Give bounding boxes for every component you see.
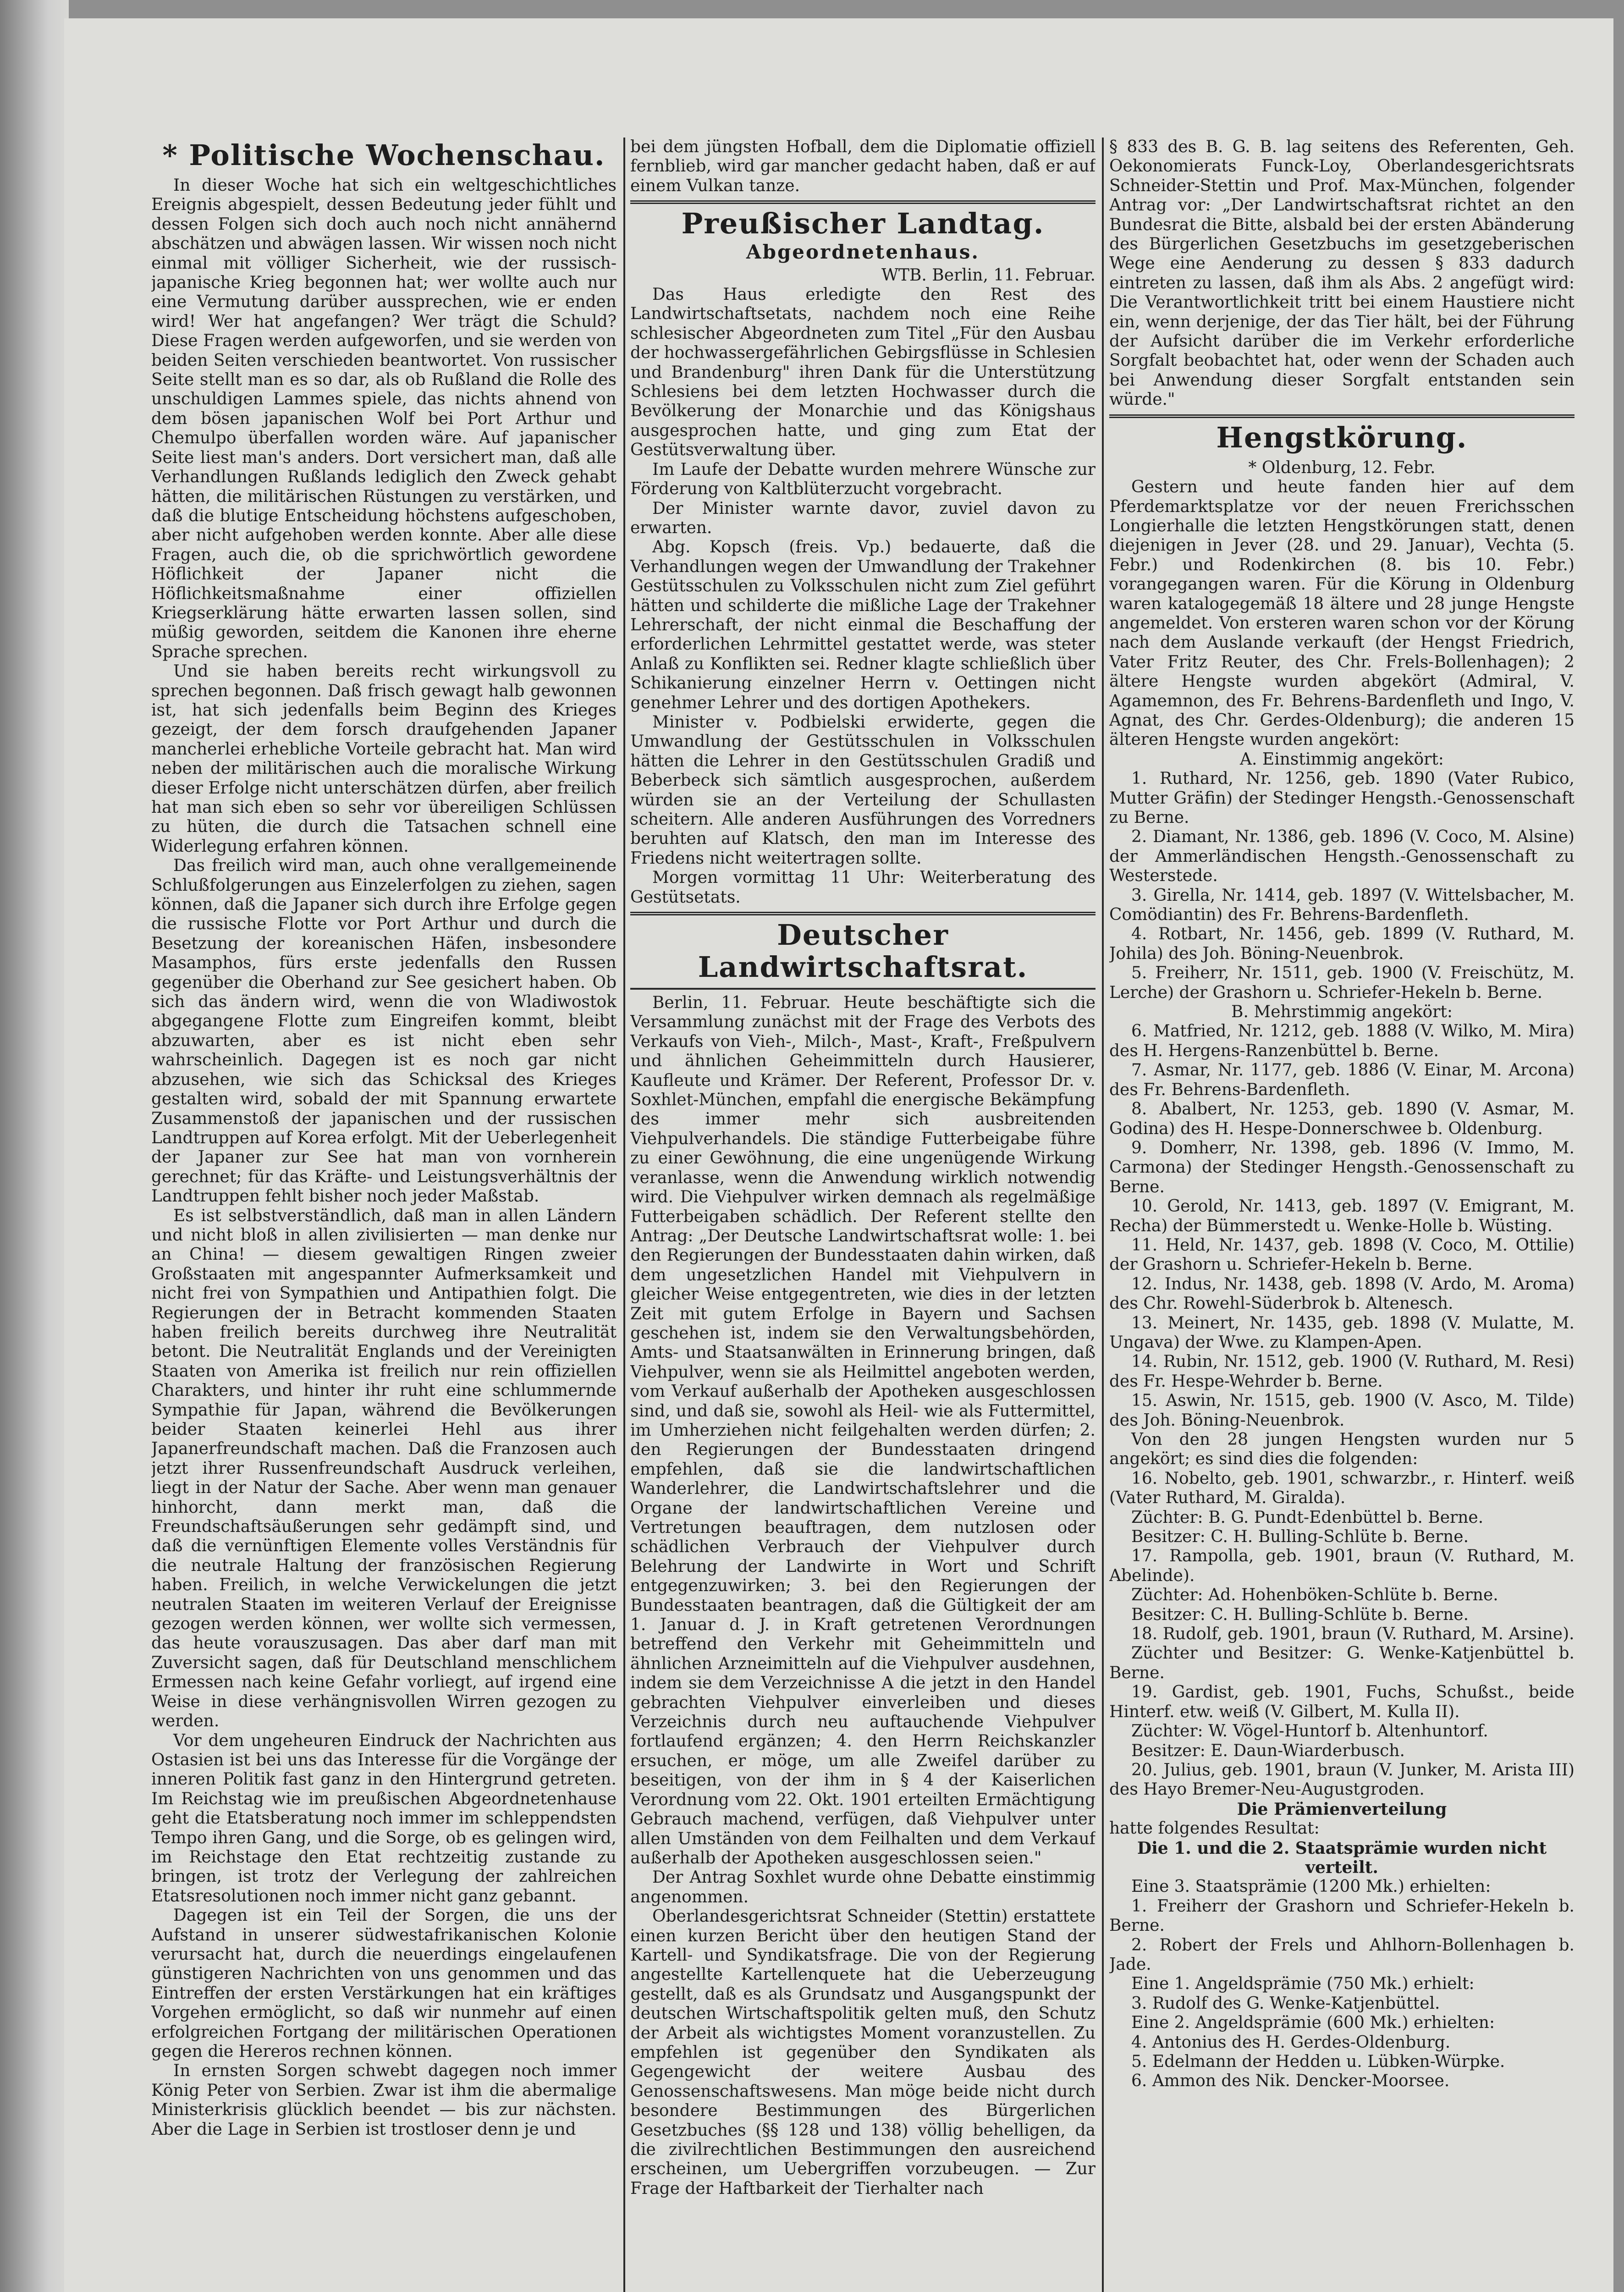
paragraph: Das freilich wird man, auch ohne verallgemeinende Schlußfolgerungen aus Einzelerfolgen zu ziehen, sagen können, daß die Japaner sich durch ihre Erfolge gegen die russische Flotte vor Port Arthur und durch die Besetzung der koreanischen Häfen, insbesondere Masamphos, fürs erste jedenfalls den Russen gegenüber die Oberhand zur See gesichert haben. Ob sich das ändern wird, wenn die von Wladiwostok abgegangene Flotte zum Eingreifen kommt, bleibt abzuwarten, aber es ist nicht eben sehr wahrscheinlich. Dagegen ist es noch gar nicht abzusehen, wie sich das Schicksal des Krieges gestalten wird, sobald der mit Spannung erwartete Zusammenstoß der japanischen und der russischen Landtruppen auf Korea erfolgt. Mit der Ueberlegenheit der Japaner zur See hat man von vornherein gerechnet; für das Kräfte- und Leistungsverhältnis der Landtruppen fehlt bisher noch jeder Maßstab. [151,856,617,1206]
list-item: Eine 1. Angeldsprämie (750 Mk.) erhielt: [1131,1974,1475,1994]
list-item: 1. Ruthard, Nr. 1256, geb. 1890 (Vater Rubico, Mutter Gräfin) der Stedinger Hengsth.-Genossenschaft zu Berne. [1109,769,1574,827]
list-item: 20. Julius, geb. 1901, braun (V. Junker, M. Arista III) des Hayo Bremer-Neu-Augustgroden. [1109,1760,1574,1799]
paragraph: Vor dem ungeheuren Eindruck der Nachrichten aus Ostasien ist bei uns das Interesse für die Vorgänge der inneren Politik fast ganz in den Hintergrund getreten. Im Reichstag wie im preußischen Abgeordnetenhause geht die Etatsberatung noch immer im schleppendsten Tempo ihren Gang, und die Sorge, ob es gelingen wird, im Reichstage den Etat rechtzeitig zustande zu bringen, ist trotz der Verlegung der zahlreichen Etatsresolutionen noch immer nicht ganz gebannt. [151,1731,617,1906]
list-item: 2. Robert der Frels und Ahlhorn-Bollenhagen b. Jade. [1109,1935,1574,1974]
paragraph: In dieser Woche hat sich ein weltgeschichtliches Ereignis abgespielt, dessen Bedeutung jeder fühlt und dessen Folgen sich doch auch noch nicht annähernd abschätzen und abwägen lassen. Wir wissen noch nicht einmal mit völliger Sicherheit, wie der russisch-japanische Krieg begonnen hat; wer wollte auch nur eine Vermutung darüber aussprechen, wie er enden wird! Wer hat angefangen? Wer trägt die Schuld? Diese Fragen werden aufgeworfen, und sie werden von beiden Seiten verschieden beantwortet. Von russischer Seite stellt man es so dar, als ob Rußland die Rolle des unschuldigen Lammes spiele, das nichts ahnend von dem bösen japanischen Wolf bei Port Arthur und Chemulpo überfallen worden wäre. Auf japanischer Seite liest man's anders. Dort versichert man, daß alle Verhandlungen Rußlands lediglich den Zweck gehabt hätten, die militärischen Rüstungen zu verstärken, und daß die blutige Entscheidung höchstens aufgeschoben, aber nicht aufgehoben werden konnte. Aber alle diese Fragen, auch die, ob die sprichwörtlich gewordene Höflichkeit der Japaner nicht die Höflichkeitsmaßnahme einer offiziellen Kriegserklärung hätte erwarten lassen sollen, sind müßig geworden, seitdem die Kanonen ihre eherne Sprache sprechen. [151,176,617,661]
dateline: * Oldenburg, 12. Febr. [1248,458,1436,477]
paragraph: Gestern und heute fanden hier auf dem Pferdemarktsplatze vor der neuen Frerichsschen Longierhalle die letzten Hengstkörungen statt, denen diejenigen in Jever (28. und 29. Januar), Vechta (5. Febr.) und Rodenkirchen (8. bis 10. Febr.) vorangegangen waren. Für die Körung in Oldenburg waren katalogegemäß 18 ältere und 28 junge Hengste angemeldet. Von ersteren waren schon vor der Körung nach dem Auslande verkauft (der Hengst Friedrich, Vater Fritz Reuter, des Chr. Frels-Bollenhagen); 2 ältere Hengste wurden abgekört (Admiral, V. Agamemnon, des Fr. Behrens-Bardenfleth und Ingo, V. Agnat, des Chr. Gerdes-Oldenburg); die anderen 15 älteren Hengste wurden angekört: [1109,478,1574,749]
list-item: Eine 2. Angeldsprämie (600 Mk.) erhielten: [1131,2013,1495,2033]
section-divider [630,988,1096,990]
list-item: 10. Gerold, Nr. 1413, geb. 1897 (V. Emigrant, M. Recha) der Bümmerstedt u. Wenke-Holle b. Wüsting. [1109,1197,1574,1235]
list-item: 6. Ammon des Nik. Dencker-Moorsee. [1131,2072,1450,2091]
list-item: 5. Freiherr, Nr. 1511, geb. 1900 (V. Freischütz, M. Lerche) der Grashorn u. Schriefer-Hekeln b. Berne. [1109,964,1574,1002]
list-item: 3. Rudolf des G. Wenke-Katjenbüttel. [1131,1994,1440,2013]
list-item: 1. Freiherr der Grashorn und Schriefer-Hekeln b. Berne. [1109,1896,1574,1935]
section-divider [1109,414,1574,418]
paragraph: Das Haus erledigte den Rest des Landwirtschaftsetats, nachdem noch eine Reihe schlesischer Abgeordneten zum Titel „Für den Ausbau der hochwassergefährlichen Gebirgsflüsse in Schlesien und Brandenburg" ihren Dank für die Unterstützung Schlesiens bei dem letzten Hochwasser durch die Bevölkerung der Monarchie und das Königshaus ausgesprochen hatte, und ging zum Etat der Gestütsverwaltung über. [630,285,1096,460]
list-item: 9. Domherr, Nr. 1398, geb. 1896 (V. Immo, M. Carmona) der Stedinger Hengsth.-Genossenschaft zu Berne. [1109,1138,1574,1196]
paragraph: hatte folgendes Resultat: [1109,1819,1320,1838]
dateline: WTB. Berlin, 11. Februar. [881,265,1096,285]
list-item: Besitzer: C. H. Bulling-Schlüte b. Berne. [1131,1605,1469,1624]
list-item: 11. Held, Nr. 1437, geb. 1898 (V. Coco, M. Ottilie) der Grashorn u. Schriefer-Hekeln b. Berne. [1109,1235,1574,1274]
list-item: 8. Abalbert, Nr. 1253, geb. 1890 (V. Asmar, M. Godina) des H. Hespe-Donnerschwee b. Oldenburg. [1109,1100,1574,1138]
article-title-hengstkoerung: Hengstkörung. [1216,420,1468,454]
list-item: 5. Edelmann der Hedden u. Lübken-Würpke. [1131,2052,1505,2071]
list-item: 12. Indus, Nr. 1438, geb. 1898 (V. Ardo, M. Aroma) des Chr. Rowehl-Süderbrok b. Altenesch. [1109,1274,1574,1313]
paragraph: Von den 28 jungen Hengsten wurden nur 5 angekört; es sind dies die folgenden: [1109,1430,1574,1469]
list-c [1109,1469,1574,1800]
paragraph: Berlin, 11. Februar. Heute beschäftigte sich die Versammlung zunächst mit der Frage des Verbots des Verkaufs von Vieh-, Milch-, Mast-, Kraft-, Freßpulvern und ähnlichen Geheimmitteln durch Hausierer, Kaufleute und Krämer. Der Referent, Professor Dr. v. Soxhlet-München, empfahl die energische Bekämpfung des immer mehr sich ausbreitenden Viehpulverhandels. Die ständige Futterbeigabe führe zu einer Gewöhnung, die eine ungenügende Wirkung veranlasse, wenn die Anwendung wirklich notwendig wird. Die Viehpulver wirken demnach als regelmäßige Futterbeigaben schädlich. Der Referent stellte den Antrag: „Der Deutsche Landwirtschaftsrat wolle: 1. bei den Regierungen der Bundesstaaten dahin wirken, daß dem ungesetzlichen Handel mit Viehpulvern in gleicher Weise entgegentreten, wie dies in der letzten Zeit mit gutem Erfolge in Bayern und Sachsen geschehen ist, indem sie den Verwaltungsbehörden, Amts- und Staatsanwälten in Erinnerung bringen, daß Viehpulver, wenn sie als Heilmittel angeboten werden, vom Verkauf außerhalb der Apotheken ausgeschlossen sind, und daß sie, sowohl als Heil- wie als Futtermittel, im Umherziehen nicht feilgehalten werden dürfen; 2. den Regierungen der Bundesstaaten dringend empfehlen, daß sie die landwirtschaftlichen Wanderlehrer, die Landwirtschaftslehrer und die Organe der landwirtschaftlichen Vereine und Vertretungen beauftragen, dem nutzlosen oder schädlichen Verbrauch der Viehpulver durch Belehrung der Landwirte in Wort und Schrift entgegenzuwirken; 3. bei den Regierungen der Bundesstaaten beantragen, daß die Gültigkeit der am 1. Januar d. J. in Kraft getretenen Verordnungen betreffend den Verkehr mit Geheimmitteln und ähnlichen Arzneimitteln auf die Viehpulver ausdehnen, indem sie dem Verzeichnisse A die jetzt in den Handel gebrachten Viehpulver einverleiben und dieses Verzeichnis durch neu auftauchende Viehpulver fortlaufend ergänzen; 4. den Herrn Reichskanzler ersuchen, er möge, um alle Zweifel darüber zu beseitigen, von der ihm in § 4 der Kaiserlichen Verordnung vom 22. Okt. 1901 erteilten Ermächtigung Gebrauch machend, verfügen, daß Viehpulver unter allen Umständen von dem Feilhalten und dem Verkauf außerhalb der Apotheken ausgeschlossen seien." [630,993,1096,1868]
list-item: 14. Rubin, Nr. 1512, geb. 1900 (V. Ruthard, M. Resi) des Fr. Hespe-Wehrder b. Berne. [1109,1352,1574,1391]
list-b [1109,1022,1574,1430]
column-rule-2 [1102,138,1104,2292]
list-item: Besitzer: C. H. Bulling-Schlüte b. Berne. [1131,1527,1469,1547]
paragraph: Oberlandesgerichtsrat Schneider (Stettin) erstattete einen kurzen Bericht über den heutigen Stand der Kartell- und Syndikatsfrage. Die von der Regierung angestellte Kartellenquete hat die Ueberzeugung gestellt, daß es als Grundsatz und Ausgangspunkt der deutschen Wirtschaftspolitik gelten muß, den Schutz der Arbeit als wichtigstes Moment voranzustellen. Zu empfehlen ist gegenüber den Syndikaten als Gegengewicht der weitere Ausbau des Genossenschaftswesens. Man möge beide nicht durch besondere Bestimmungen des Bürgerlichen Gesetzbuches (§§ 128 und 138) völlig behelligen, da die zivilrechtlichen Bestimmungen den ausreichend erscheinen, um Uebergriffen vorzubeugen. — Zur Frage der Haftbarkeit der Tierhalter nach [630,1907,1096,2198]
section-heading: A. Einstimmig angekört: [1240,749,1444,769]
list-item: Züchter: B. G. Pundt-Edenbüttel b. Berne. [1131,1508,1484,1527]
list-item: 4. Antonius des H. Gerdes-Oldenburg. [1131,2033,1451,2052]
paragraph: Und sie haben bereits recht wirkungsvoll zu sprechen begonnen. Daß frisch gewagt halb gewonnen ist, hat sich jedenfalls beim Beginn des Krieges gezeigt, der dem forsch draufgehenden Japaner mancherlei erhebliche Vorteile gebracht hat. Man wird neben der militärischen auch die moralische Wirkung dieser Erfolge nicht unterschätzen dürfen, aber freilich hat man sich eben so sehr vor übereiligen Schlüssen zu hüten, die durch die Tatsachen schnell eine Widerlegung erfahren können. [151,662,617,856]
list-item: Besitzer: E. Daun-Wiarderbusch. [1131,1741,1405,1760]
list-item: 4. Rotbart, Nr. 1456, geb. 1899 (V. Ruthard, M. Johila) des Joh. Böning-Neuenbrok. [1109,925,1574,963]
list-item: 17. Rampolla, geb. 1901, braun (V. Ruthard, M. Abelinde). [1109,1547,1574,1585]
paragraph: Der Minister warnte davor, zuviel davon zu erwarten. [630,499,1096,537]
list-item: 15. Aswin, Nr. 1515, geb. 1900 (V. Asco, M. Tilde) des Joh. Böning-Neuenbrok. [1109,1391,1574,1430]
paragraph: Minister v. Podbielski erwiderte, gegen die Umwandlung der Gestütsschulen in Volksschulen hätten die Lehrer in den Gestütsschulen Gradiß und Beberbeck sich sämtlich ausgesprochen, außerdem würden sie an der Verteilung der Schullasten scheitern. Alle anderen Ausführungen des Vorredners beruhten auf Klatsch, den man im Interesse des Friedens nicht weitertragen sollte. [630,712,1096,868]
list-item: Züchter: W. Vögel-Huntorf b. Altenhuntorf. [1131,1722,1488,1741]
paragraph: In ernsten Sorgen schwebt dagegen noch immer König Peter von Serbien. Zwar ist ihm die abermalige Ministerkrisis glücklich beendet — bis zur nächsten. Aber die Lage in Serbien ist trostloser denn je und [151,2061,617,2139]
list-item: 19. Gardist, geb. 1901, Fuchs, Schußst., beide Hinterf. etw. weiß (V. Gilbert, M. Kulla II). [1109,1683,1574,1721]
section-heading: B. Mehrstimmig angekört: [1231,1003,1453,1022]
article-title-landwirtschaftsrat: Deutscher Landwirtschaftsrat. [698,918,1028,984]
bold-notice: Die 1. und die 2. Staatsprämie wurden nicht verteilt. [1137,1838,1547,1877]
list-item: 2. Diamant, Nr. 1386, geb. 1896 (V. Coco, M. Alsine) der Ammerländischen Hengsth.-Genossenschaft zu Westerstede. [1109,827,1574,886]
column-rule-1 [623,138,625,2292]
column-2 [630,138,1096,2292]
list-item: Züchter und Besitzer: G. Wenke-Katjenbüttel b. Berne. [1109,1644,1574,1682]
list-item: 7. Asmar, Nr. 1177, geb. 1886 (V. Einar, M. Arcona) des Fr. Behrens-Bardenfleth. [1109,1061,1574,1099]
column-1 [151,138,617,2292]
article-title-politische-wochenschau: * Politische Wochenschau. [162,138,606,172]
list-item: Eine 3. Staatsprämie (1200 Mk.) erhielten: [1131,1877,1491,1896]
list-item: Züchter: Ad. Hohenböken-Schlüte b. Berne. [1131,1586,1498,1605]
list-item: 18. Rudolf, geb. 1901, braun (V. Ruthard, M. Arsine). [1131,1625,1574,1644]
article-title-preussischer-landtag: Preußischer Landtag. [681,207,1045,241]
list-item: 3. Girella, Nr. 1414, geb. 1897 (V. Wittelsbacher, M. Comödiantin) des Fr. Behrens-Bardenfleth. [1109,886,1574,925]
paragraph: Es ist selbstverständlich, daß man in allen Ländern und nicht bloß in allen zivilisierten — man denke nur an China! — diesem gewaltigen Ringen zweier Großstaaten mit angespannter Aufmerksamkeit und nicht frei von Sympathien und Antipathien folgt. Die Regierungen der in Betracht kommenden Staaten haben freilich bereits durchweg ihre Neutralität betont. Die Neutralität Englands und der Vereinigten Staaten von Amerika ist freilich nur rein offiziellen Charakters, und hinter ihr ruht eine schlummernde Sympathie für Japan, während die Bevölkerungen beider Staaten keinerlei Hehl aus ihrer Japanerfreundschaft machen. Daß die Franzosen auch jetzt ihrer Russenfreundschaft Ausdruck verleihen, liegt in der Natur der Sache. Aber wenn man genauer hinhorcht, dann merkt man, daß die Freundschaftsäußerungen sehr gedämpft sind, und daß die vernünftigen Elemente volles Verständnis für die neutrale Haltung der französischen Regierung haben. Freilich, in welche Verwickelungen die jetzt neutralen Staaten im weiteren Verlauf der Ereignisse gezogen werden können, wer wollte sich vermessen, das heute vorauszusagen. Das aber darf man mit Zuversicht sagen, daß für Deutschland menschlichem Ermessen nach keine Gefahr vorliegt, auf irgend eine Weise in diese verhängnisvollen Wirren gezogen zu werden. [151,1206,617,1731]
list-item: 6. Matfried, Nr. 1212, geb. 1888 (V. Wilko, M. Mira) des H. Hergens-Ranzenbüttel b. Berne. [1109,1022,1574,1060]
list-a [1109,769,1574,1003]
list-item: 13. Meinert, Nr. 1435, geb. 1898 (V. Mulatte, M. Ungava) der Wwe. zu Klampen-Apen. [1109,1313,1574,1352]
paragraph: Der Antrag Soxhlet wurde ohne Debatte einstimmig angenommen. [630,1868,1096,1906]
paragraph: bei dem jüngsten Hofball, dem die Diplomatie offiziell fernblieb, wird gar mancher gedacht haben, daß er auf einem Vulkan tanze. [630,138,1096,195]
section-heading: Die Prämienverteilung [1237,1799,1447,1819]
paragraph: Im Laufe der Debatte wurden mehrere Wünsche zur Förderung von Kaltblüterzucht vorgebracht. [630,460,1096,499]
column-3 [1109,138,1574,2292]
praemien-list [1109,1877,1574,2091]
list-item: 16. Nobelto, geb. 1901, schwarzbr., r. Hinterf. weiß (Vater Ruthard, M. Giralda). [1109,1469,1574,1508]
page-edge [0,0,69,2292]
paragraph: Dagegen ist ein Teil der Sorgen, die uns der Aufstand in unserer südwestafrikanischen Kolonie verursacht hat, durch die neuerdings eingelaufenen günstigeren Nachrichten von uns genommen und das Eintreffen der ersten Verstärkungen hat ein kräftiges Vorgehen ermöglicht, so daß wir nunmehr auf einen erfolgreichen Fortgang der militärischen Operationen gegen die Hereros rechnen können. [151,1906,617,2061]
section-divider [630,200,1096,204]
section-divider [630,912,1096,915]
paragraph: Morgen vormittag 11 Uhr: Weiterberatung des Gestütsetats. [630,868,1096,907]
article-subtitle: Abgeordnetenhaus. [746,241,980,264]
paragraph: § 833 des B. G. B. lag seitens des Referenten, Geh. Oekonomierats Funck-Loy, Oberlandesgerichtsrats Schneider-Stettin und Prof. Max-München, folgender Antrag vor: „Der Landwirtschaftsrat richtet an den Bundesrat die Bitte, alsbald bei der ersten Abänderung des Bürgerlichen Gesetzbuchs im gesetzgeberischen Wege eine Aenderung zu dessen § 833 dadurch eintreten zu lassen, daß ihm als Abs. 2 angefügt wird: Die Verantwortlichkeit tritt bei einem Haustiere nicht ein, wenn derjenige, der das Tier hält, bei der Führung der Aufsicht darüber die im Verkehr erforderliche Sorgfalt beobachtet hat, oder wenn der Schaden auch bei Anwendung dieser Sorgfalt entstanden sein würde." [1109,138,1574,409]
paragraph: Abg. Kopsch (freis. Vp.) bedauerte, daß die Verhandlungen wegen der Umwandlung der Trakehner Gestütsschulen zu Volksschulen nicht zum Ziel geführt hätten und schilderte die mißliche Lage der Trakehner Lehrerschaft, der nicht einmal die Beschaffung der erforderlichen Lehrmittel gestattet werde, was steter Anlaß zu Konflikten sei. Redner klagte schließlich über Schikanierung einzelner Herrn v. Oettingen nicht genehmer Lehrer und des dortigen Apothekers. [630,538,1096,712]
